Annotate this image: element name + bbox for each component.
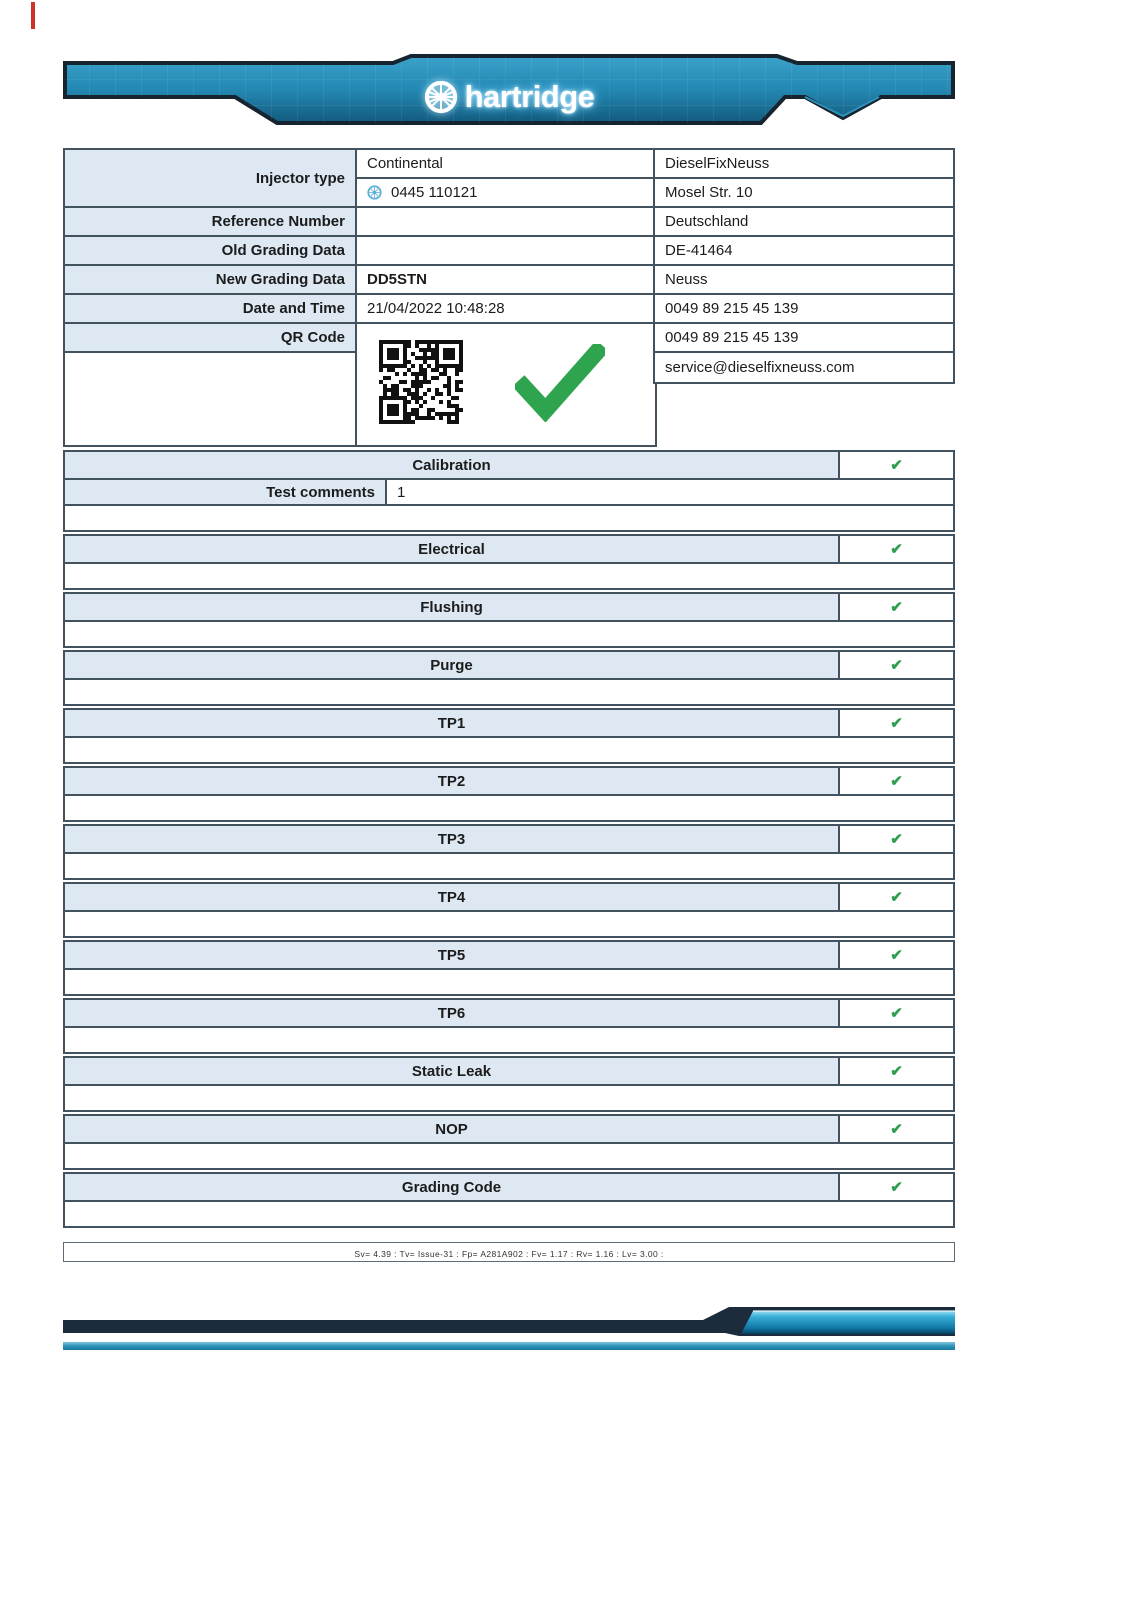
test-sections	[63, 450, 955, 1262]
section-title: TP3	[65, 826, 840, 852]
check-icon: ✔	[840, 652, 953, 678]
qr-cell	[357, 324, 655, 443]
section-header	[65, 1174, 953, 1200]
section-header	[65, 1116, 953, 1142]
qr-code-label: QR Code	[65, 324, 355, 353]
old-grading-label: Old Grading Data	[65, 237, 355, 266]
test-section-block	[63, 882, 955, 938]
workshop-column	[653, 148, 955, 384]
section-header	[65, 884, 953, 910]
section-title: Grading Code	[65, 1174, 840, 1200]
value-column	[355, 148, 657, 447]
check-icon: ✔	[840, 1000, 953, 1026]
workshop-phone-1: 0049 89 215 45 139	[655, 295, 953, 324]
test-section-block	[63, 534, 955, 590]
new-grading-value: DD5STN	[357, 266, 655, 295]
check-icon: ✔	[840, 1116, 953, 1142]
section-header	[65, 710, 953, 736]
wheel-icon	[367, 185, 382, 200]
label-column	[63, 148, 357, 447]
test-section-block	[63, 592, 955, 648]
test-comments-label: Test comments	[65, 480, 387, 504]
pass-check-icon	[515, 344, 605, 422]
test-section-block	[63, 940, 955, 996]
header-banner	[63, 53, 955, 128]
section-header	[65, 536, 953, 562]
section-empty-row	[65, 678, 953, 704]
brand-name: hartridge	[464, 79, 595, 114]
footer-banner	[63, 1300, 955, 1352]
workshop-name: DieselFixNeuss	[655, 150, 953, 179]
reference-number-label: Reference Number	[65, 208, 355, 237]
section-title: Flushing	[65, 594, 840, 620]
section-title: TP1	[65, 710, 840, 736]
workshop-country: Deutschland	[655, 208, 953, 237]
footer-banner-graphic	[63, 1300, 955, 1352]
section-title: TP5	[65, 942, 840, 968]
check-icon: ✔	[840, 710, 953, 736]
section-header	[65, 768, 953, 794]
check-icon: ✔	[840, 452, 953, 478]
red-mark	[31, 2, 35, 29]
section-empty-row	[65, 968, 953, 994]
new-grading-label: New Grading Data	[65, 266, 355, 295]
injector-info-table	[63, 148, 955, 447]
section-empty-row	[65, 1026, 953, 1052]
test-comments-value: 1	[397, 483, 406, 501]
check-icon: ✔	[840, 594, 953, 620]
section-empty-row	[65, 1200, 953, 1226]
section-empty-row	[65, 620, 953, 646]
test-section-block	[63, 1172, 955, 1228]
part-number-value: 0445 110121	[391, 184, 478, 201]
section-empty-row	[65, 910, 953, 936]
date-time-label: Date and Time	[65, 295, 355, 324]
section-header	[65, 1058, 953, 1084]
workshop-phone-2: 0049 89 215 45 139	[655, 324, 953, 353]
section-empty-row	[65, 562, 953, 588]
section-empty-row	[65, 1142, 953, 1168]
check-icon: ✔	[840, 826, 953, 852]
section-title: TP4	[65, 884, 840, 910]
check-icon: ✔	[840, 1174, 953, 1200]
workshop-street: Mosel Str. 10	[655, 179, 953, 208]
date-time-value: 21/04/2022 10:48:28	[357, 295, 655, 324]
section-header	[65, 452, 953, 478]
check-icon: ✔	[840, 536, 953, 562]
section-empty-row	[65, 504, 953, 530]
injector-type-label: Injector type	[65, 150, 355, 208]
test-section-block	[63, 766, 955, 822]
part-number-cell	[357, 179, 655, 208]
section-title: TP6	[65, 1000, 840, 1026]
check-icon: ✔	[840, 768, 953, 794]
section-title: Calibration	[65, 452, 840, 478]
section-title: Purge	[65, 652, 840, 678]
test-section-block	[63, 708, 955, 764]
section-title: NOP	[65, 1116, 840, 1142]
test-section-block	[63, 824, 955, 880]
check-icon: ✔	[840, 1058, 953, 1084]
section-title: TP2	[65, 768, 840, 794]
section-title: Static Leak	[65, 1058, 840, 1084]
section-empty-row	[65, 794, 953, 820]
section-header	[65, 594, 953, 620]
section-header	[65, 652, 953, 678]
label-column-filler	[65, 353, 355, 443]
test-section-block	[63, 998, 955, 1054]
test-section-block	[63, 1056, 955, 1112]
test-comments-row	[65, 478, 953, 504]
section-header	[65, 942, 953, 968]
check-icon: ✔	[840, 884, 953, 910]
check-icon: ✔	[840, 942, 953, 968]
section-empty-row	[65, 852, 953, 878]
workshop-city: Neuss	[655, 266, 953, 295]
test-section-block	[63, 650, 955, 706]
test-section-block	[63, 1114, 955, 1170]
workshop-postal-code: DE-41464	[655, 237, 953, 266]
qr-code-image	[373, 334, 469, 430]
test-section-block	[63, 450, 955, 532]
old-grading-value	[357, 237, 655, 266]
section-empty-row	[65, 736, 953, 762]
section-empty-row	[65, 1084, 953, 1110]
section-header	[65, 826, 953, 852]
report-version-line: Sv= 4.39 : Tv= Issue-31 : Fp= A281A902 : Fv= 1.17 : Rv= 1.16 : Lv= 3.00 :	[63, 1242, 955, 1262]
reference-number-value	[357, 208, 655, 237]
workshop-email: service@dieselfixneuss.com	[655, 353, 953, 382]
header-banner-graphic	[63, 53, 955, 128]
section-title: Electrical	[65, 536, 840, 562]
manufacturer-value: Continental	[357, 150, 655, 179]
section-header	[65, 1000, 953, 1026]
